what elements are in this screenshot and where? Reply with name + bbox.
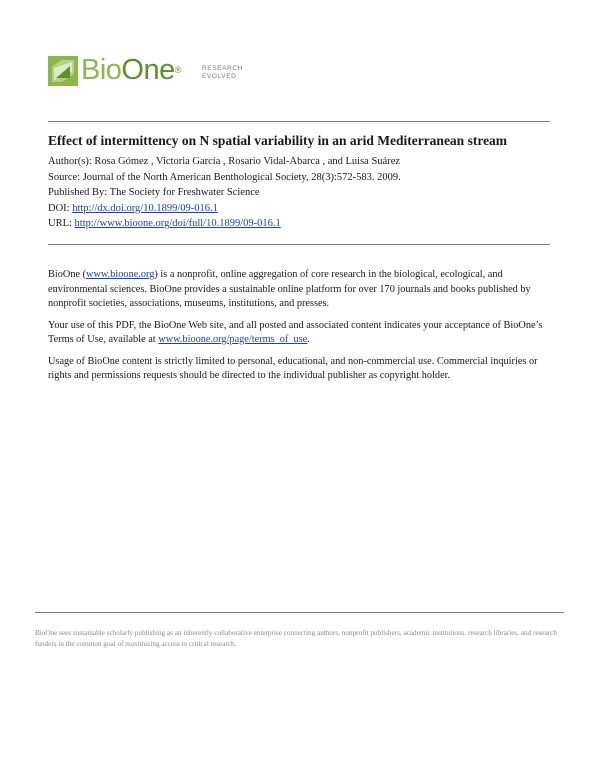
bioone-leaf-icon [48,56,78,86]
about-text-start: BioOne ( [48,269,87,280]
logo-word-one: One [121,54,175,86]
header-divider [48,121,550,122]
authors-value: Rosa Gómez , Victoria García , Rosario Vidal-Abarca , and Luisa Suárez [94,156,401,167]
source-label: Source: [48,171,81,183]
published-by-label: Published By: [48,187,108,199]
about-text-end: ) is a nonprofit, online aggregation of core research in the biological, ecological, and environmental sciences. BioOne provides a sustainable online platform for over 170 journals and books published by nonprofit societies, associations, museums, institutions, and presses. [48,269,531,309]
source-line [48,170,558,186]
doi-link[interactable]: http://dx.doi.org/10.1899/09-016.1 [72,202,218,214]
terms-text-end: . [307,334,310,345]
footer-divider [35,612,564,613]
notice-body [48,268,558,391]
terms-of-use-link[interactable]: www.bioone.org/page/terms_of_use [158,334,308,345]
published-by-line [48,185,558,201]
terms-text-start: Your use of this PDF, the BioOne Web site, and all posted and associated content indicates your acceptance of BioOne’s Terms of Use, available at [48,319,543,345]
terms-paragraph [48,319,558,348]
usage-paragraph: Usage of BioOne content is strictly limited to personal, educational, and non-commercial use. Commercial inquiries or rights and permissions requests should be directed to the individual publisher as copyright holder. [48,355,538,381]
metadata-divider [48,244,550,245]
doi-label: DOI: [48,202,70,214]
logo-tagline-line-2: EVOLVED [202,73,237,80]
published-by-value: The Society for Freshwater Science [109,187,260,199]
logo-tagline [202,65,243,81]
logo-word-bio: Bio [81,54,122,86]
url-label: URL: [48,218,72,230]
footer-statement: BioOne sees sustainable scholarly publishing as an inherently collaborative enterprise connecting authors, nonprofit publishers, academic institutions, research libraries, and research funders in the common goal of maximizing access to critical research. [35,629,557,648]
authors-line [48,154,558,170]
bioone-home-link[interactable]: www.bioone.org [86,269,155,280]
article-metadata [48,154,558,232]
registered-mark: ® [174,65,181,75]
authors-label: Author(s): [48,156,92,167]
article-url-link[interactable]: http://www.bioone.org/doi/full/10.1899/09-016.1 [74,218,281,230]
doi-line [48,201,558,217]
source-value: Journal of the North American Benthological Society, 28(3):572-583. 2009. [82,171,401,183]
bioone-logo [48,56,242,90]
logo-tagline-line-1: RESEARCH [202,65,243,72]
bioone-wordmark [81,53,181,87]
bioone-about-paragraph [48,268,558,312]
url-line [48,216,558,232]
article-title: Effect of intermittency on N spatial variability in an arid Mediterranean stream [48,133,508,148]
